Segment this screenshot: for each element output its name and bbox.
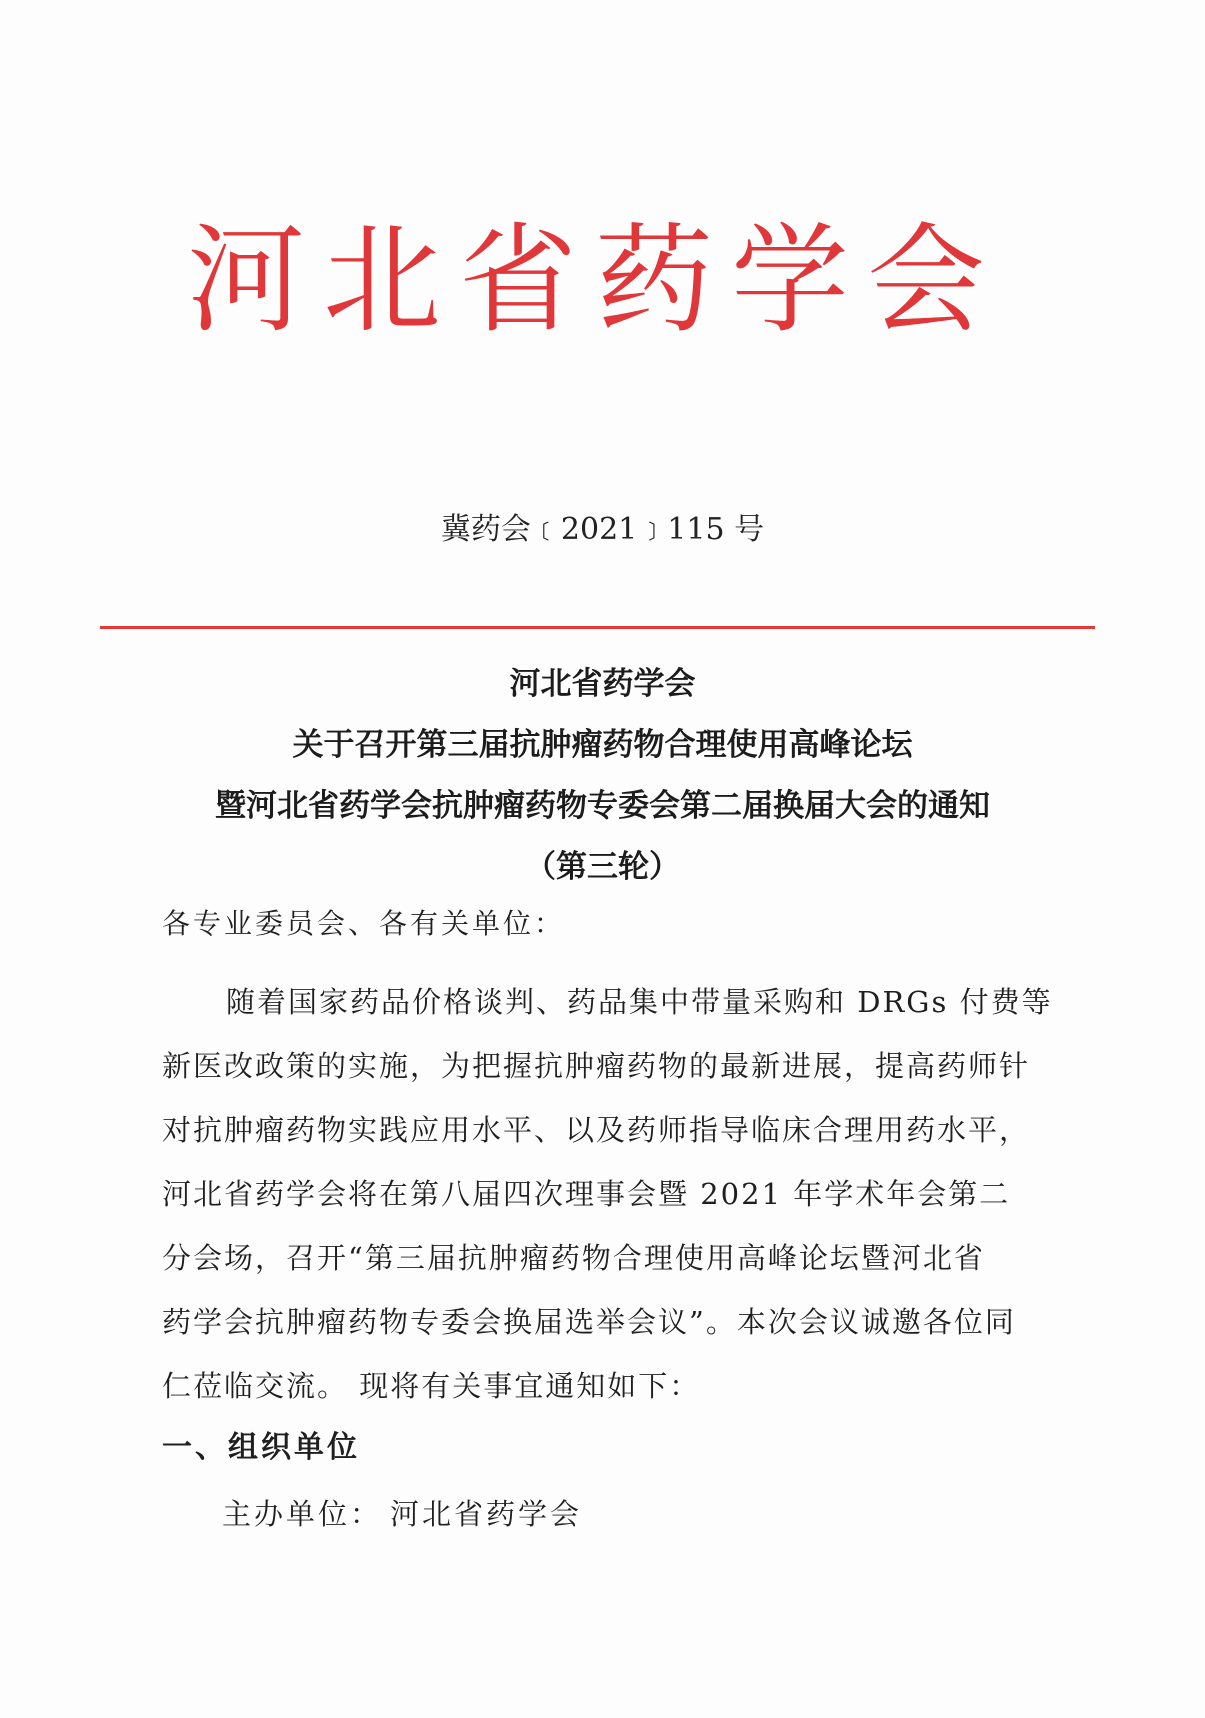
title-line-2: 关于召开第三届抗肿瘤药物合理使用高峰论坛 <box>292 727 913 763</box>
body-line: 新医改政策的实施，为把握抗肿瘤药物的最新进展，提高药师针 <box>162 1049 1031 1083</box>
red-divider-line <box>100 626 1095 629</box>
title-line-1: 河北省药学会 <box>509 666 696 702</box>
organizer-label: 主办单位： <box>222 1497 383 1531</box>
body-paragraph <box>162 970 1053 1418</box>
salutation: 各专业委员会、各有关单位： <box>162 907 566 940</box>
body-line: 随着国家药品价格谈判、药品集中带量采购和 DRGs 付费等 <box>226 985 1053 1019</box>
section-heading-organizers: 一、组织单位 <box>162 1430 360 1465</box>
title-line-3: 暨河北省药学会抗肿瘤药物专委会第二届换届大会的通知 <box>215 788 990 824</box>
organizer-line <box>222 1486 582 1542</box>
letterhead-title: 河北省药学会 <box>186 211 1003 349</box>
body-line: 河北省药学会将在第八届四次理事会暨 2021 年学术年会第二 <box>162 1177 1011 1211</box>
notice-title <box>0 654 1205 898</box>
body-line: 对抗肿瘤药物实践应用水平、以及药师指导临床合理用药水平， <box>162 1113 1031 1147</box>
organizer-value: 河北省药学会 <box>390 1497 583 1531</box>
body-line: 仁莅临交流。 现将有关事宜通知如下： <box>162 1369 701 1403</box>
document-number: 冀药会﹝2021﹞115 号 <box>440 512 765 547</box>
body-line: 药学会抗肿瘤药物专委会换届选举会议”。本次会议诚邀各位同 <box>162 1305 1016 1339</box>
title-line-4: （第三轮） <box>525 849 680 885</box>
body-line: 分会场，召开“第三届抗肿瘤药物合理使用高峰论坛暨河北省 <box>162 1241 985 1275</box>
